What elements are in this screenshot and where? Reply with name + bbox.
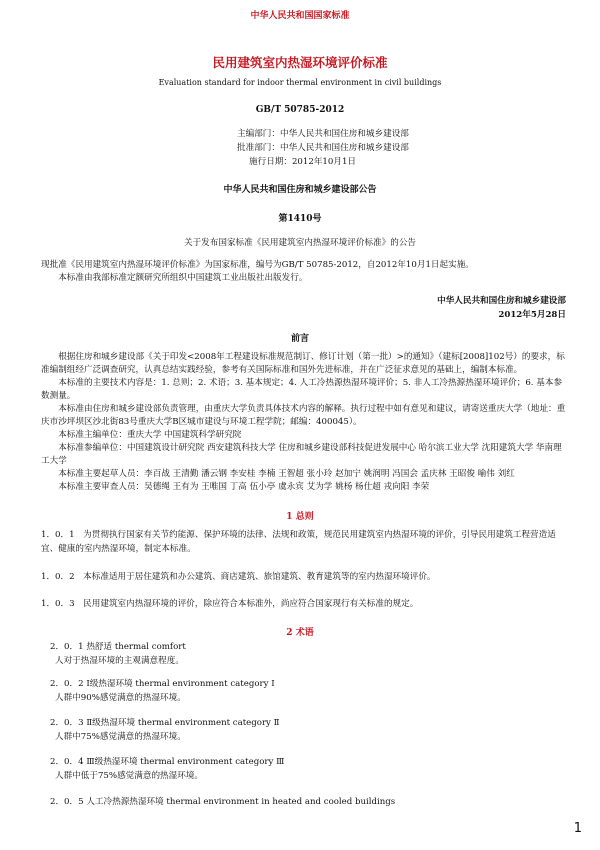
term-definition: 人群中低于75%感觉满意的热湿环境。 bbox=[55, 771, 204, 781]
preface-paragraph: 本标准由住房和城乡建设部负责管理，由重庆大学负责具体技术内容的解释。执行过程中如有意见和建议，请寄送重庆大学（地址：重庆市沙坪坝区沙北街83号重庆大学B区城市建设与环境工程学院；邮编：400045）。 bbox=[41, 404, 566, 427]
page-number: 1 bbox=[573, 821, 582, 836]
term-2-0-5 bbox=[50, 795, 395, 809]
preface-paragraph: 本标准主要审查人员：吴德绳 王有为 王唯国 丁高 伍小亭 虞永宾 艾为学 姚杨 杨仕超 戎向阳 李荣 bbox=[58, 482, 430, 492]
preface-paragraph: 本标准参编单位：中国建筑设计研究院 西安建筑科技大学 住房和城乡建设部科技促进发展中心 哈尔滨工业大学 沈阳建筑大学 华南理工大学 bbox=[41, 443, 562, 466]
announcement-number: 第1410号 bbox=[278, 214, 322, 224]
preface-paragraph: 根据住房和城乡建设部《关于印发<2008年工程建设标准规范制订、修订计划（第一批）>的通知》（建标[2008]102号）的要求，标准编制组经广泛调查研究，认真总结实践经验，参考有关国际标准和国外先进标准，并在广泛征求意见的基础上，编制本标准。 bbox=[41, 352, 565, 375]
announcement-signer: 中华人民共和国住房和城乡建设部 bbox=[437, 296, 566, 306]
term-title: 2．0．3 Ⅱ级热湿环境 thermal environment category Ⅱ bbox=[50, 718, 280, 728]
preface-paragraph: 本标准主编单位：重庆大学 中国建筑科学研究院 bbox=[58, 430, 242, 440]
chapter-2-heading: 2 术语 bbox=[286, 628, 314, 638]
preface-paragraph: 本标准主要起草人员：李百战 王清勤 潘云钢 李安桂 李楠 王智超 张小玲 赵加宁 姚润明 冯国会 孟庆林 王昭俊 喻伟 刘红 bbox=[58, 469, 515, 479]
standard-code: GB/T 50785-2012 bbox=[255, 105, 345, 115]
term-definition: 人群中75%感觉满意的热湿环境。 bbox=[55, 732, 186, 742]
document-title-en: Evaluation standard for indoor thermal environment in civil buildings bbox=[158, 78, 442, 87]
term-2-0-3 bbox=[50, 716, 279, 744]
editor-department: 主编部门：中华人民共和国住房和城乡建设部 bbox=[237, 129, 409, 139]
approver-department: 批准部门：中华人民共和国住房和城乡建设部 bbox=[237, 143, 409, 153]
clause-1-0-3: 1．0．3 民用建筑室内热湿环境的评价，除应符合本标准外，尚应符合国家现行有关标准的规定。 bbox=[41, 599, 419, 609]
effective-date: 施行日期：2012年10月1日 bbox=[249, 157, 357, 167]
preface-paragraph: 本标准的主要技术内容是：1. 总则；2. 术语；3. 基本规定；4. 人工冷热源热湿环境评价；5. 非人工冷热源热湿环境评价；6. 基本参数测量。 bbox=[41, 378, 563, 401]
preface-heading: 前言 bbox=[290, 334, 309, 344]
chapter-1-heading: 1 总则 bbox=[286, 512, 314, 522]
term-definition: 人群中90%感觉满意的热湿环境。 bbox=[55, 693, 186, 703]
national-standard-label: 中华人民共和国国家标准 bbox=[250, 11, 350, 21]
announcement-paragraph: 本标准由我部标准定额研究所组织中国建筑工业出版社出版发行。 bbox=[58, 273, 308, 283]
term-definition: 人对于热湿环境的主观满意程度。 bbox=[55, 656, 184, 666]
announcement-subject: 关于发布国家标准《民用建筑室内热湿环境评价标准》的公告 bbox=[183, 238, 417, 248]
document-title-cn: 民用建筑室内热湿环境评价标准 bbox=[212, 55, 388, 70]
announcement-sign-date: 2012年5月28日 bbox=[498, 310, 566, 320]
term-title: 2．0．1 热舒适 thermal comfort bbox=[50, 642, 186, 652]
term-2-0-4 bbox=[50, 755, 284, 783]
term-title: 2．0．5 人工冷热源热湿环境 thermal environment in heated and cooled buildings bbox=[50, 797, 396, 807]
term-title: 2．0．2 Ⅰ级热湿环境 thermal environment category Ⅰ bbox=[50, 679, 275, 689]
term-2-0-1 bbox=[50, 640, 186, 668]
term-2-0-2 bbox=[50, 677, 275, 705]
clause-1-0-2: 1．0．2 本标准适用于居住建筑和办公建筑、商店建筑、旅馆建筑、教育建筑等的室内热湿环境评价。 bbox=[41, 572, 436, 582]
preface-body bbox=[41, 351, 566, 494]
term-title: 2．0．4 Ⅲ级热湿环境 thermal environment category Ⅲ bbox=[50, 757, 285, 767]
announcement-heading: 中华人民共和国住房和城乡建设部公告 bbox=[223, 185, 377, 195]
announcement-body bbox=[41, 259, 566, 285]
announcement-paragraph: 现批准《民用建筑室内热湿环境评价标准》为国家标准，编号为GB/T 50785-2012，自2012年10月1日起实施。 bbox=[41, 260, 474, 270]
clause-1-0-1: 1．0．1 为贯彻执行国家有关节约能源、保护环境的法律、法规和政策，规范民用建筑室内热湿环境的评价，引导民用建筑工程营造适宜、健康的室内热湿环境，制定本标准。 bbox=[41, 530, 556, 554]
